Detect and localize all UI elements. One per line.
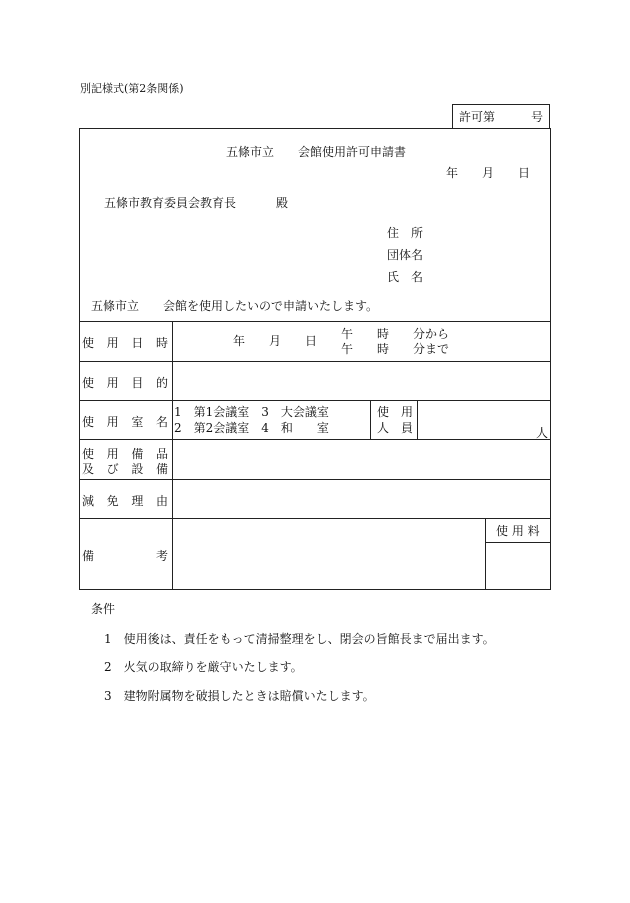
row-divider	[79, 439, 551, 440]
date-line: 年 月 日	[446, 166, 531, 180]
addressee: 五條市教育委員会教育長	[104, 196, 237, 210]
room-option-1: 1 第1会議室 3 大会議室	[174, 405, 329, 419]
people-unit: 人	[536, 426, 549, 440]
honorific: 殿	[276, 196, 289, 210]
room-name-label: 使 用 室 名	[82, 415, 168, 429]
conditions-heading: 条件	[91, 602, 116, 616]
request-text: 五條市立 会館を使用したいので申請いたします。	[91, 299, 379, 313]
row-divider	[79, 361, 551, 362]
applicant-group-label: 団体名	[387, 248, 424, 262]
users-label-1: 使 用	[377, 405, 414, 419]
fee-label: 使 用 料	[496, 524, 540, 538]
row-divider	[79, 518, 551, 519]
row-divider	[79, 400, 551, 401]
permit-number: 許可第 号	[459, 110, 544, 124]
form-title: 五條市立 会館使用許可申請書	[226, 145, 407, 159]
room-users-divider	[370, 400, 371, 439]
condition-item: 3 建物附属物を破損したときは賠償いたします。	[104, 689, 375, 703]
permit-number-box	[452, 104, 550, 128]
usage-date-label: 使 用 日 時	[82, 336, 168, 350]
applicant-address-label: 住 所	[387, 226, 424, 240]
usage-start-time: 午 時 分から	[341, 327, 450, 341]
usage-date-value: 年 月 日	[233, 334, 318, 348]
equipment-label-1: 使 用 備 品	[82, 447, 168, 461]
exemption-reason-label: 減 免 理 由	[82, 494, 168, 508]
remarks-label: 備 考	[82, 549, 168, 563]
users-label-2: 人 員	[377, 421, 414, 435]
label-column-divider	[172, 321, 173, 590]
condition-item: 2 火気の取締りを厳守いたします。	[104, 660, 303, 674]
fee-divider	[485, 542, 551, 543]
condition-item: 1 使用後は、責任をもって清掃整理をし、閉会の旨館長まで届出ます。	[104, 632, 495, 646]
equipment-label-2: 及 び 設 備	[82, 462, 168, 476]
users-value-divider	[417, 400, 418, 439]
row-divider	[79, 321, 551, 322]
room-option-2: 2 第2会議室 4 和 室	[174, 421, 329, 435]
form-label: 別記様式(第2条関係)	[80, 82, 184, 95]
fee-column-divider	[485, 518, 486, 590]
row-divider	[79, 479, 551, 480]
usage-purpose-label: 使 用 目 的	[82, 376, 168, 390]
applicant-name-label: 氏 名	[387, 270, 424, 284]
usage-end-time: 午 時 分まで	[341, 342, 450, 356]
